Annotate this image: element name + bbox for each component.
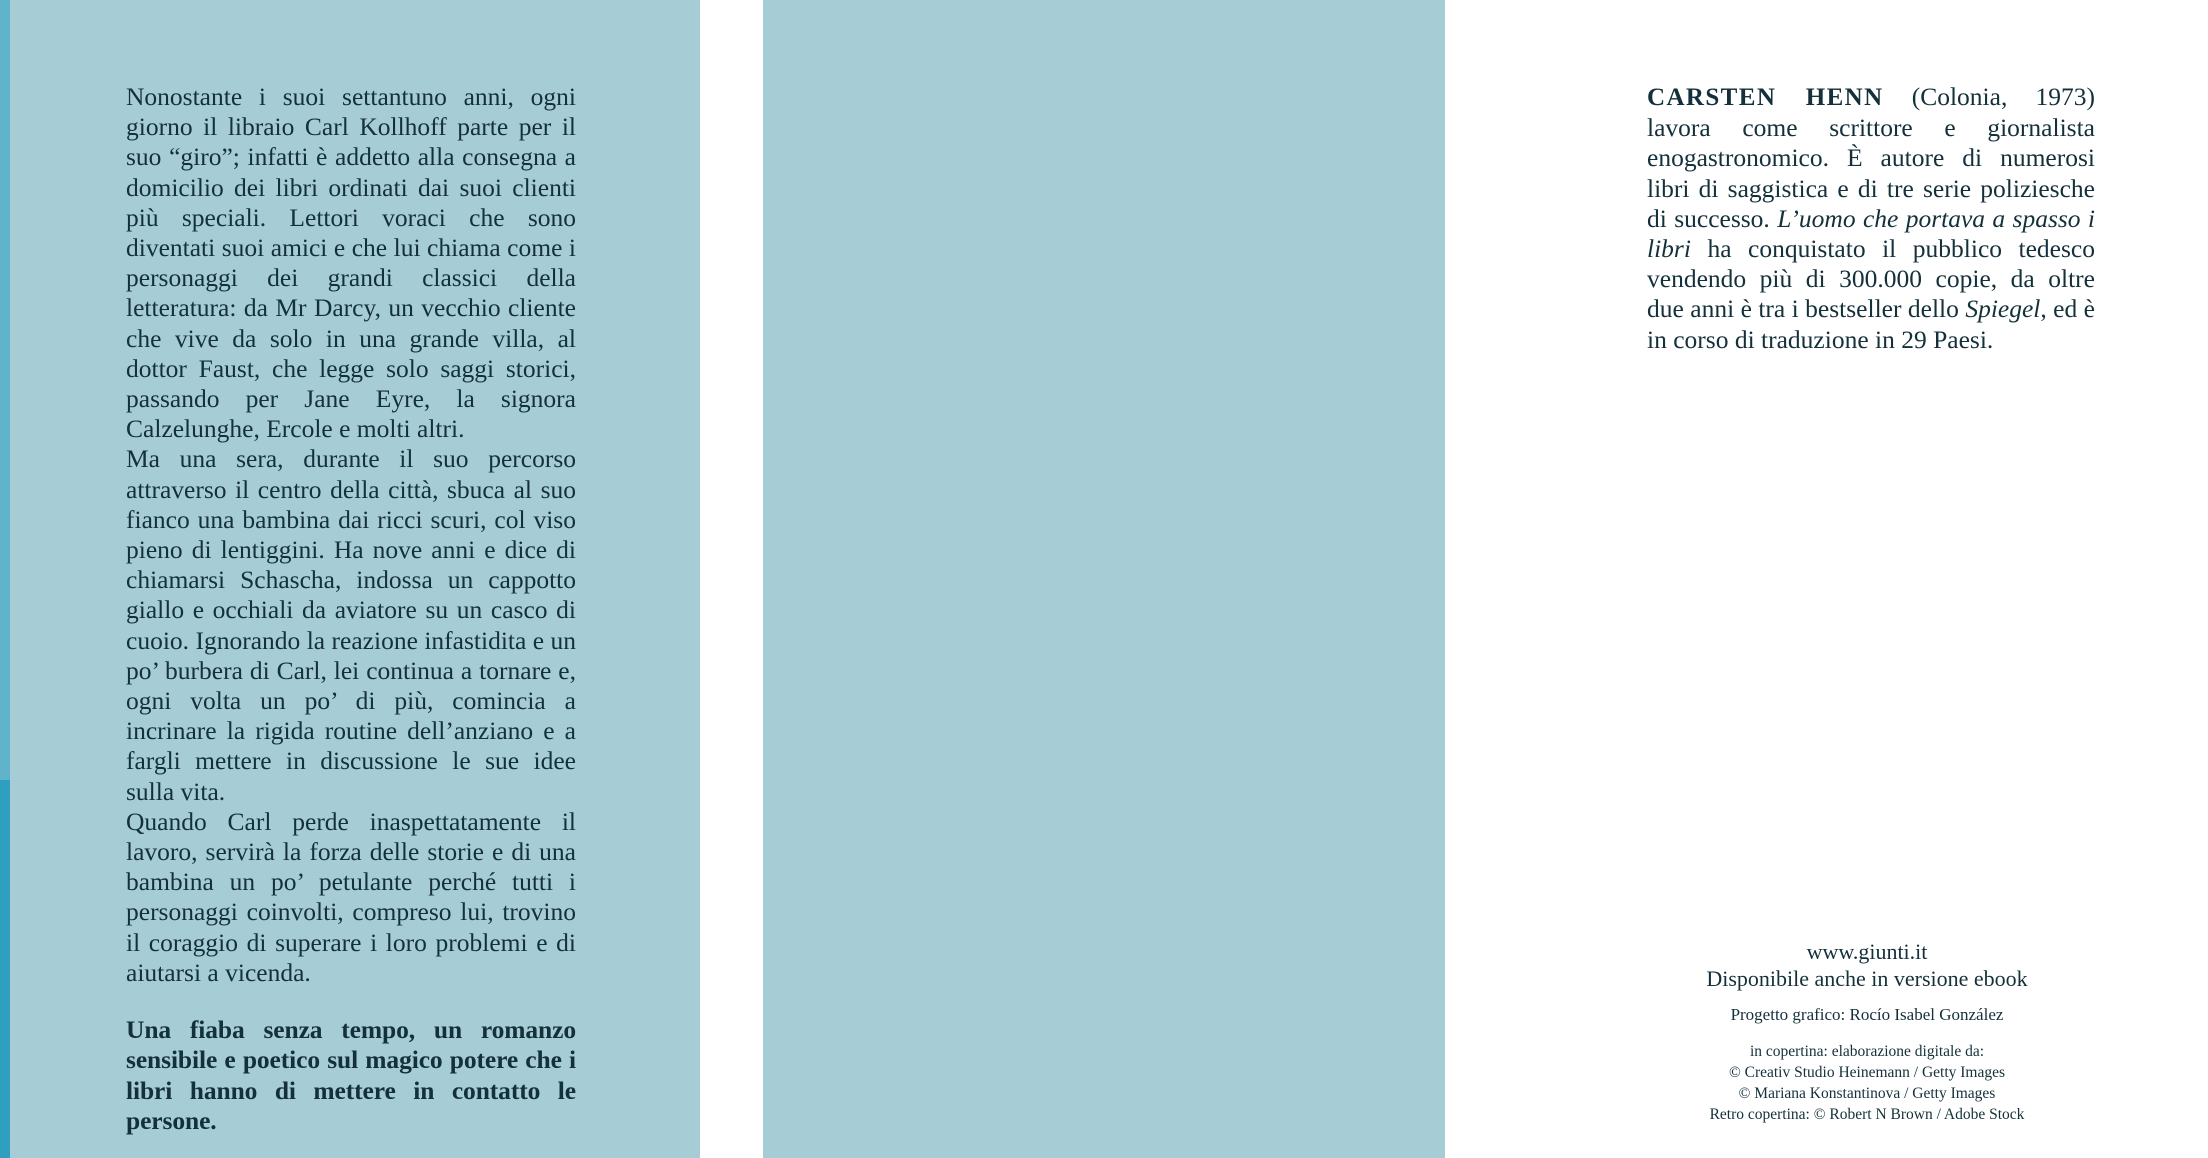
author-bio-part-3: , ed è in corso di traduzione in 29 Paesi. <box>1647 294 2095 354</box>
blurb-paragraph-1: Nonostante i suoi settantuno anni, ogni giorno il libraio Carl Kollhoff parte per il suo “giro”; infatti è addetto alla consegna a domicilio dei libri ordinati dai suoi clienti più speciali. Lettori voraci che sono diventati suoi amici e che lui chiama come i personaggi dei grandi classici della letteratura: da Mr Darcy, un vecchio cliente che vive da solo in una grande villa, al dottor Faust, che legge solo saggi storici, passando per Jane Eyre, la signora Calzelunghe, Ercole e molti altri. <box>126 82 576 444</box>
blurb-highlight: Una fiaba senza tempo, un romanzo sensibile e poetico sul magico potere che i libri hanno di mettere in contatto le persone. <box>126 1015 576 1135</box>
ebook-note: Disponibile anche in versione ebook <box>1706 966 2028 991</box>
author-bio-paragraph <box>1647 82 2095 355</box>
author-bio-part-1: (Colonia, 1973) lavora come scrittore e giornalista enogastronomico. È autore di numerosi libri di saggistica e di tre serie poliziesche di successo. <box>1647 82 2095 233</box>
author-name: CARSTEN HENN <box>1647 84 1884 111</box>
author-bio-block <box>1647 82 2095 355</box>
cover-credit-intro: in copertina: elaborazione digitale da: <box>1749 1043 1985 1060</box>
author-bio-part-2: ha conquistato il pubblico tedesco vendendo più di 300.000 copie, da oltre due anni è tra i bestseller dello <box>1647 234 2095 324</box>
spine-accent-strip-lower <box>0 780 10 1158</box>
cover-credit-3: Retro copertina: © Robert N Brown / Adobe Stock <box>1709 1106 2025 1123</box>
blurb-paragraph-2: Ma una sera, durante il suo percorso attraverso il centro della città, sbuca al suo fianco una bambina dai ricci scuri, col viso pieno di lentiggini. Ha nove anni e dice di chiamarsi Schascha, indossa un cappotto giallo e occhiali da aviatore su un casco di cuoio. Ignorando la reazione infastidita e un po’ burbera di Carl, lei continua a tornare e, ogni volta un po’ di più, comincia a incrinare la rigida routine dell’anziano e a fargli mettere in discussione le sue idee sulla vita. <box>126 444 576 806</box>
publisher-website[interactable]: www.giunti.it <box>1806 939 1928 964</box>
colophon-block <box>1526 938 2208 1125</box>
back-cover-blurb <box>126 82 576 1136</box>
flap-panel <box>763 0 2096 1158</box>
graphic-design-credit: Progetto grafico: Rocío Isabel González <box>1730 1005 2004 1024</box>
author-book-title: L’uomo che portava a spasso i libri <box>1647 203 2096 264</box>
magazine-name: Spiegel <box>1965 294 2041 324</box>
back-cover-panel <box>0 0 700 1158</box>
cover-credit-2: © Mariana Konstantinova / Getty Images <box>1738 1085 1996 1102</box>
cover-credit-1: © Creativ Studio Heinemann / Getty Images <box>1728 1064 2006 1081</box>
blurb-paragraph-3: Quando Carl perde inaspettatamente il lavoro, servirà la forza delle storie e di una bambina un po’ petulante perché tutti i personaggi coinvolti, compreso lui, trovino il coraggio di superare i loro problemi e di aiutarsi a vicenda. <box>126 806 576 987</box>
